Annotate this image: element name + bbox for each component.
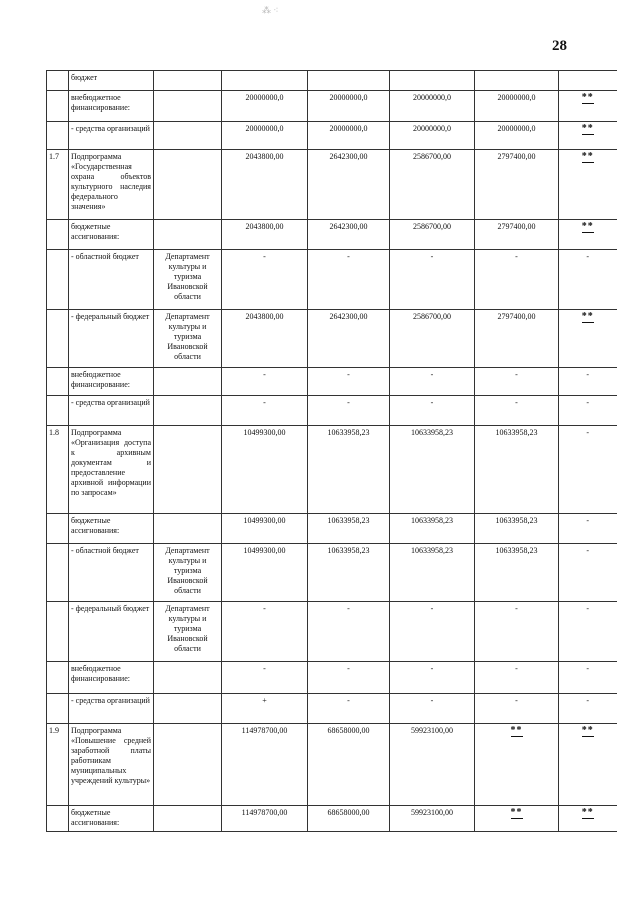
scan-mark: ⁂ ⁖ [262,5,279,15]
double-asterisk-mark: ** [581,123,594,134]
row-value-v1 [222,544,308,602]
row-value-v2 [308,220,390,250]
table-row [47,71,617,91]
dash-mark: - [263,398,266,407]
row-code [47,71,69,91]
row-executor [154,250,222,310]
row-name [69,602,154,662]
row-code [47,250,69,310]
row-value-v5 [559,150,617,220]
row-value-v4 [475,514,559,544]
row-code [47,426,69,514]
cell-text: 2586700,00 [413,312,451,321]
row-code [47,310,69,368]
row-value-v3 [390,250,475,310]
cell-text: 10633958,23 [327,516,370,525]
row-executor [154,368,222,396]
dash-mark: - [430,252,434,261]
dash-mark: - [586,398,590,407]
row-value-v1 [222,150,308,220]
row-value-v2 [308,544,390,602]
double-asterisk-mark: ** [581,725,594,736]
cell-text: 10633958,23 [327,428,370,437]
table-row [47,694,617,724]
row-value-v3 [390,514,475,544]
row-value-v1 [222,396,308,426]
cell-text: 10633958,23 [327,546,370,555]
row-name [69,544,154,602]
row-value-v2 [308,724,390,806]
row-value-v1 [222,71,308,91]
double-asterisk-mark: ** [581,807,594,818]
row-value-v2 [308,91,390,122]
row-value-v3 [390,396,475,426]
dash-mark: - [586,370,590,379]
row-value-v2 [308,150,390,220]
row-value-v3 [390,426,475,514]
row-value-v3 [390,71,475,91]
row-code [47,602,69,662]
row-value-v5 [559,426,617,514]
row-value-v4 [475,250,559,310]
cell-text: Подпрограмма «Повышение средней заработной платы работникам муниципальных учреждений культуры» [71,726,151,785]
dash-mark: - [263,664,266,673]
row-name [69,396,154,426]
table-row [47,426,617,514]
dash-mark: - [430,696,434,705]
row-value-v3 [390,220,475,250]
table-row [47,220,617,250]
cell-text: Подпрограмма «Организация доступа к архивным документам и предоставление архивной информации по запросам» [71,428,151,497]
cell-text: Подпрограмма «Государственная охрана объектов культурного наследия федерального значения» [71,152,151,211]
row-value-v5 [559,368,617,396]
row-value-v5 [559,71,617,91]
cell-text: 20000000,0 [329,93,368,102]
cell-text: 20000000,0 [413,93,451,102]
row-value-v4 [475,724,559,806]
table-row [47,150,617,220]
row-code [47,724,69,806]
row-code [47,662,69,694]
cell-text: - федеральный бюджет [71,312,150,321]
row-name [69,368,154,396]
cell-text: 10499300,00 [243,546,286,555]
row-value-v4 [475,122,559,150]
double-asterisk-mark: ** [581,151,594,162]
dash-mark: - [515,370,518,379]
cell-text: 2642300,00 [329,152,368,161]
cell-text: 2642300,00 [329,312,368,321]
dash-mark: - [347,696,350,705]
table-row [47,122,617,150]
row-code [47,91,69,122]
dash-mark: - [586,428,590,437]
dash-mark: - [586,696,590,705]
cell-text: - средства организаций [71,124,150,133]
cell-text: 10633958,23 [495,546,538,555]
cell-text: 2043800,00 [245,152,284,161]
cell-text: 2797400,00 [497,312,536,321]
row-code [47,694,69,724]
cell-text: 10633958,23 [411,546,453,555]
row-value-v5 [559,310,617,368]
row-value-v5 [559,396,617,426]
row-value-v4 [475,544,559,602]
cell-text: 20000000,0 [245,93,284,102]
row-value-v4 [475,806,559,832]
row-code [47,544,69,602]
dash-mark: - [430,398,434,407]
row-code [47,150,69,220]
row-value-v2 [308,71,390,91]
double-asterisk-mark: ** [581,92,594,103]
table-row [47,514,617,544]
row-value-v2 [308,310,390,368]
dash-mark: - [263,252,266,261]
row-name [69,91,154,122]
row-name [69,426,154,514]
cell-text: 2586700,00 [413,222,451,231]
cell-text: 114978700,00 [241,808,288,817]
row-value-v1 [222,694,308,724]
dash-mark: - [430,664,434,673]
dash-mark: - [586,252,590,261]
table-row [47,396,617,426]
cell-text: Департамент культуры и туризма Ивановской области [165,252,210,301]
row-executor [154,71,222,91]
row-value-v3 [390,602,475,662]
row-value-v3 [390,724,475,806]
cell-text: 1.8 [49,428,59,437]
row-value-v1 [222,514,308,544]
row-value-v3 [390,368,475,396]
row-value-v5 [559,602,617,662]
row-name [69,806,154,832]
cell-text: 20000000,0 [413,124,451,133]
dash-mark: - [586,604,590,613]
cell-text: - областной бюджет [71,546,139,555]
row-value-v3 [390,544,475,602]
row-name [69,724,154,806]
row-executor [154,396,222,426]
row-code [47,396,69,426]
cell-text: 20000000,0 [497,93,536,102]
row-value-v2 [308,426,390,514]
dash-mark: - [263,370,266,379]
cell-text: 59923100,00 [411,808,453,817]
row-value-v3 [390,310,475,368]
row-value-v5 [559,662,617,694]
cell-text: 2642300,00 [329,222,368,231]
row-value-v1 [222,220,308,250]
dash-mark: - [347,370,350,379]
row-value-v4 [475,396,559,426]
row-value-v1 [222,806,308,832]
row-value-v4 [475,71,559,91]
cell-text: 2043800,00 [245,222,284,231]
table-body [47,71,617,832]
row-value-v3 [390,122,475,150]
cell-text: 10633958,23 [495,516,538,525]
row-executor [154,220,222,250]
cell-text: 1.7 [49,152,59,161]
row-value-v4 [475,426,559,514]
dash-mark: - [430,604,434,613]
cell-text: внебюджетное финансирование: [71,93,130,112]
double-asterisk-mark: ** [510,725,523,736]
dash-mark: - [263,604,266,613]
table-row [47,662,617,694]
cell-text: 2586700,00 [413,152,451,161]
row-code [47,220,69,250]
row-executor [154,724,222,806]
cell-text: 20000000,0 [245,124,284,133]
cell-text: 10633958,23 [495,428,538,437]
cell-text: - средства организаций [71,398,150,407]
row-value-v5 [559,544,617,602]
cell-text: 20000000,0 [497,124,536,133]
row-value-v1 [222,310,308,368]
row-name [69,694,154,724]
row-value-v3 [390,662,475,694]
cell-text: внебюджетное финансирование: [71,370,130,389]
row-value-v2 [308,806,390,832]
cell-text: 59923100,00 [411,726,453,735]
row-value-v5 [559,91,617,122]
cell-text: - средства организаций [71,696,150,705]
table-row [47,310,617,368]
cell-text: - федеральный бюджет [71,604,150,613]
row-value-v5 [559,122,617,150]
row-value-v4 [475,662,559,694]
cell-text: Департамент культуры и туризма Ивановской области [165,546,210,595]
row-executor [154,662,222,694]
row-value-v1 [222,724,308,806]
row-value-v5 [559,220,617,250]
row-value-v4 [475,694,559,724]
row-value-v2 [308,514,390,544]
row-executor [154,310,222,368]
cell-text: 10499300,00 [243,428,286,437]
dash-mark: - [515,604,518,613]
row-value-v2 [308,602,390,662]
row-value-v2 [308,250,390,310]
dash-mark: - [347,604,350,613]
dash-mark: - [347,398,350,407]
row-value-v3 [390,694,475,724]
dash-mark: - [347,252,350,261]
double-asterisk-mark: ** [581,311,594,322]
cell-text: 68658000,00 [327,726,370,735]
row-value-v2 [308,122,390,150]
table-row [47,724,617,806]
row-value-v3 [390,806,475,832]
row-value-v1 [222,250,308,310]
cell-text: 114978700,00 [241,726,288,735]
row-name [69,310,154,368]
cell-text: внебюджетное финансирование: [71,664,130,683]
row-value-v5 [559,250,617,310]
cell-text: Департамент культуры и туризма Ивановской области [165,604,210,653]
cell-text: 1.9 [49,726,59,735]
row-value-v2 [308,368,390,396]
row-executor [154,150,222,220]
row-value-v2 [308,396,390,426]
row-executor [154,91,222,122]
row-value-v4 [475,91,559,122]
cell-text: 68658000,00 [327,808,370,817]
row-value-v4 [475,602,559,662]
dash-mark: - [515,696,518,705]
row-code [47,368,69,396]
row-name [69,514,154,544]
row-executor [154,694,222,724]
row-value-v5 [559,694,617,724]
dash-mark: - [515,398,518,407]
table-row [47,544,617,602]
table-row [47,368,617,396]
row-value-v1 [222,426,308,514]
cell-text: Департамент культуры и туризма Ивановской области [165,312,210,361]
cell-text: 2043800,00 [245,312,284,321]
row-name [69,250,154,310]
row-value-v5 [559,514,617,544]
financing-table [46,70,617,832]
cell-text: бюджетные ассигнования: [71,222,120,241]
row-name [69,220,154,250]
cell-text: 10499300,00 [243,516,286,525]
row-value-v1 [222,122,308,150]
cell-text: 10633958,23 [411,516,453,525]
row-executor [154,602,222,662]
double-asterisk-mark: ** [510,807,523,818]
dash-mark: - [515,664,518,673]
row-value-v1 [222,368,308,396]
dash-mark: - [515,252,518,261]
row-code [47,122,69,150]
row-value-v1 [222,91,308,122]
cell-text: бюджетные ассигнования: [71,808,120,827]
row-value-v5 [559,724,617,806]
table-row [47,806,617,832]
cell-text: - областной бюджет [71,252,139,261]
row-name [69,662,154,694]
dash-mark: + [262,696,267,705]
dash-mark: - [586,664,590,673]
row-executor [154,426,222,514]
row-value-v3 [390,91,475,122]
table-row [47,602,617,662]
row-value-v3 [390,150,475,220]
row-executor [154,514,222,544]
cell-text: 2797400,00 [497,152,536,161]
row-value-v5 [559,806,617,832]
table-row [47,250,617,310]
cell-text: 20000000,0 [329,124,368,133]
row-value-v2 [308,662,390,694]
cell-text: бюджет [71,73,98,82]
row-value-v4 [475,220,559,250]
double-asterisk-mark: ** [581,221,594,232]
row-name [69,150,154,220]
row-value-v2 [308,694,390,724]
table-row [47,91,617,122]
row-name [69,71,154,91]
row-name [69,122,154,150]
row-code [47,806,69,832]
row-executor [154,806,222,832]
row-value-v4 [475,368,559,396]
row-executor [154,544,222,602]
row-code [47,514,69,544]
row-value-v4 [475,150,559,220]
row-value-v1 [222,662,308,694]
dash-mark: - [347,664,350,673]
row-value-v1 [222,602,308,662]
cell-text: бюджетные ассигнования: [71,516,120,535]
row-executor [154,122,222,150]
cell-text: 10633958,23 [411,428,453,437]
dash-mark: - [430,370,434,379]
row-value-v4 [475,310,559,368]
cell-text: 2797400,00 [497,222,536,231]
page-number: 28 [552,38,567,54]
dash-mark: - [586,516,590,525]
dash-mark: - [586,546,590,555]
